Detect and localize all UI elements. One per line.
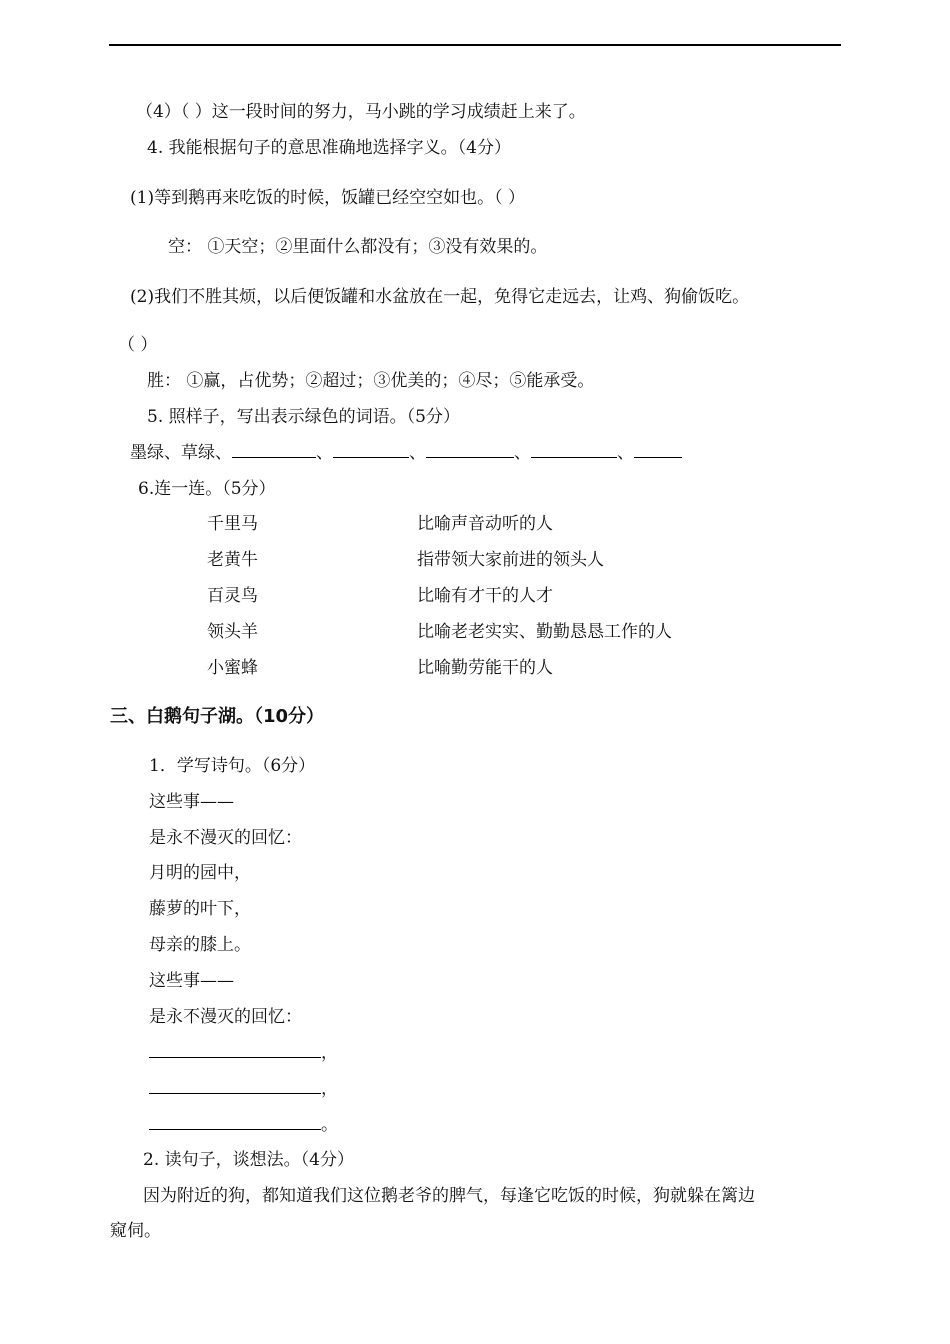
q4-sentence-1: (1)等到鹅再来吃饭的时候，饭罐已经空空如也。（ ）: [130, 188, 525, 208]
q5-blank-4[interactable]: [531, 442, 617, 458]
poem-line: 母亲的膝上。: [149, 935, 251, 955]
q5-blank-5[interactable]: [634, 442, 682, 458]
s3-q2-text-line-2: 窥伺。: [110, 1221, 161, 1241]
header-rule: [109, 44, 841, 46]
q6-right-item[interactable]: 指带领大家前进的领头人: [417, 550, 604, 570]
poem-blank-end: ，: [321, 1079, 338, 1099]
q5-answer-line: [130, 441, 682, 465]
q6-right-item[interactable]: 比喻勤劳能干的人: [417, 658, 553, 678]
q6-left-item[interactable]: 老黄牛: [207, 550, 258, 570]
poem-blank-end: 。: [321, 1115, 338, 1135]
q5-blank-3[interactable]: [426, 442, 514, 458]
section-3-heading: 三、白鹅句子湖。（10分）: [110, 706, 325, 727]
poem-answer-line-2: [149, 1077, 338, 1101]
poem-blank[interactable]: [149, 1114, 321, 1130]
q5-separator: 、: [409, 443, 426, 463]
q6-right-item[interactable]: 比喻声音动听的人: [417, 514, 553, 534]
q5-separator: 、: [316, 443, 333, 463]
q5-blank-1[interactable]: [232, 442, 316, 458]
q6-left-item[interactable]: 领头羊: [207, 622, 258, 642]
q6-right-item[interactable]: 比喻有才干的人才: [417, 586, 553, 606]
s3-q2-text-line-1: 因为附近的狗，都知道我们这位鹅老爷的脾气，每逢它吃饭的时候，狗就躲在篱边: [143, 1186, 755, 1206]
q4-sentence-2: (2)我们不胜其烦，以后便饭罐和水盆放在一起，免得它走远去，让鸡、狗偷饭吃。: [130, 287, 750, 307]
poem-line: 月明的园中，: [149, 863, 251, 883]
q5-blank-2[interactable]: [333, 442, 409, 458]
poem-blank-end: ，: [321, 1043, 338, 1063]
q4-title: 4. 我能根据句子的意思准确地选择字义。（4分）: [147, 138, 511, 158]
q5-title: 5. 照样子，写出表示绿色的词语。（5分）: [147, 407, 460, 427]
poem-line: 藤萝的叶下，: [149, 899, 251, 919]
poem-answer-line-1: [149, 1041, 338, 1065]
poem-blank[interactable]: [149, 1042, 321, 1058]
s3-q2-title: 2. 读句子，谈想法。（4分）: [143, 1150, 354, 1170]
poem-blank[interactable]: [149, 1078, 321, 1094]
poem-line: 是永不漫灭的回忆：: [149, 828, 302, 848]
s3-q1-title: 1．学写诗句。（6分）: [149, 756, 316, 776]
q5-separator: 、: [514, 443, 531, 463]
poem-line: 这些事——: [149, 971, 234, 991]
q6-left-item[interactable]: 百灵鸟: [207, 586, 258, 606]
q5-example: 墨绿、草绿、: [130, 443, 232, 463]
q4-answer-paren-2: （ ）: [118, 335, 158, 355]
q6-left-item[interactable]: 千里马: [207, 514, 258, 534]
q3-item-4: （4）（ ）这一段时间的努力，马小跳的学习成绩赶上来了。: [136, 102, 586, 122]
q4-options-1: 空： ①天空；②里面什么都没有；③没有效果的。: [168, 237, 548, 257]
q6-left-item[interactable]: 小蜜蜂: [207, 658, 258, 678]
q4-options-2: 胜： ①赢，占优势；②超过；③优美的；④尽；⑤能承受。: [147, 371, 595, 391]
q6-title: 6.连一连。（5分）: [138, 479, 276, 499]
poem-line: 这些事——: [149, 792, 234, 812]
poem-answer-line-3: [149, 1113, 338, 1137]
q6-right-item[interactable]: 比喻老老实实、勤勤恳恳工作的人: [417, 622, 672, 642]
q5-separator: 、: [617, 443, 634, 463]
poem-line: 是永不漫灭的回忆：: [149, 1007, 302, 1027]
